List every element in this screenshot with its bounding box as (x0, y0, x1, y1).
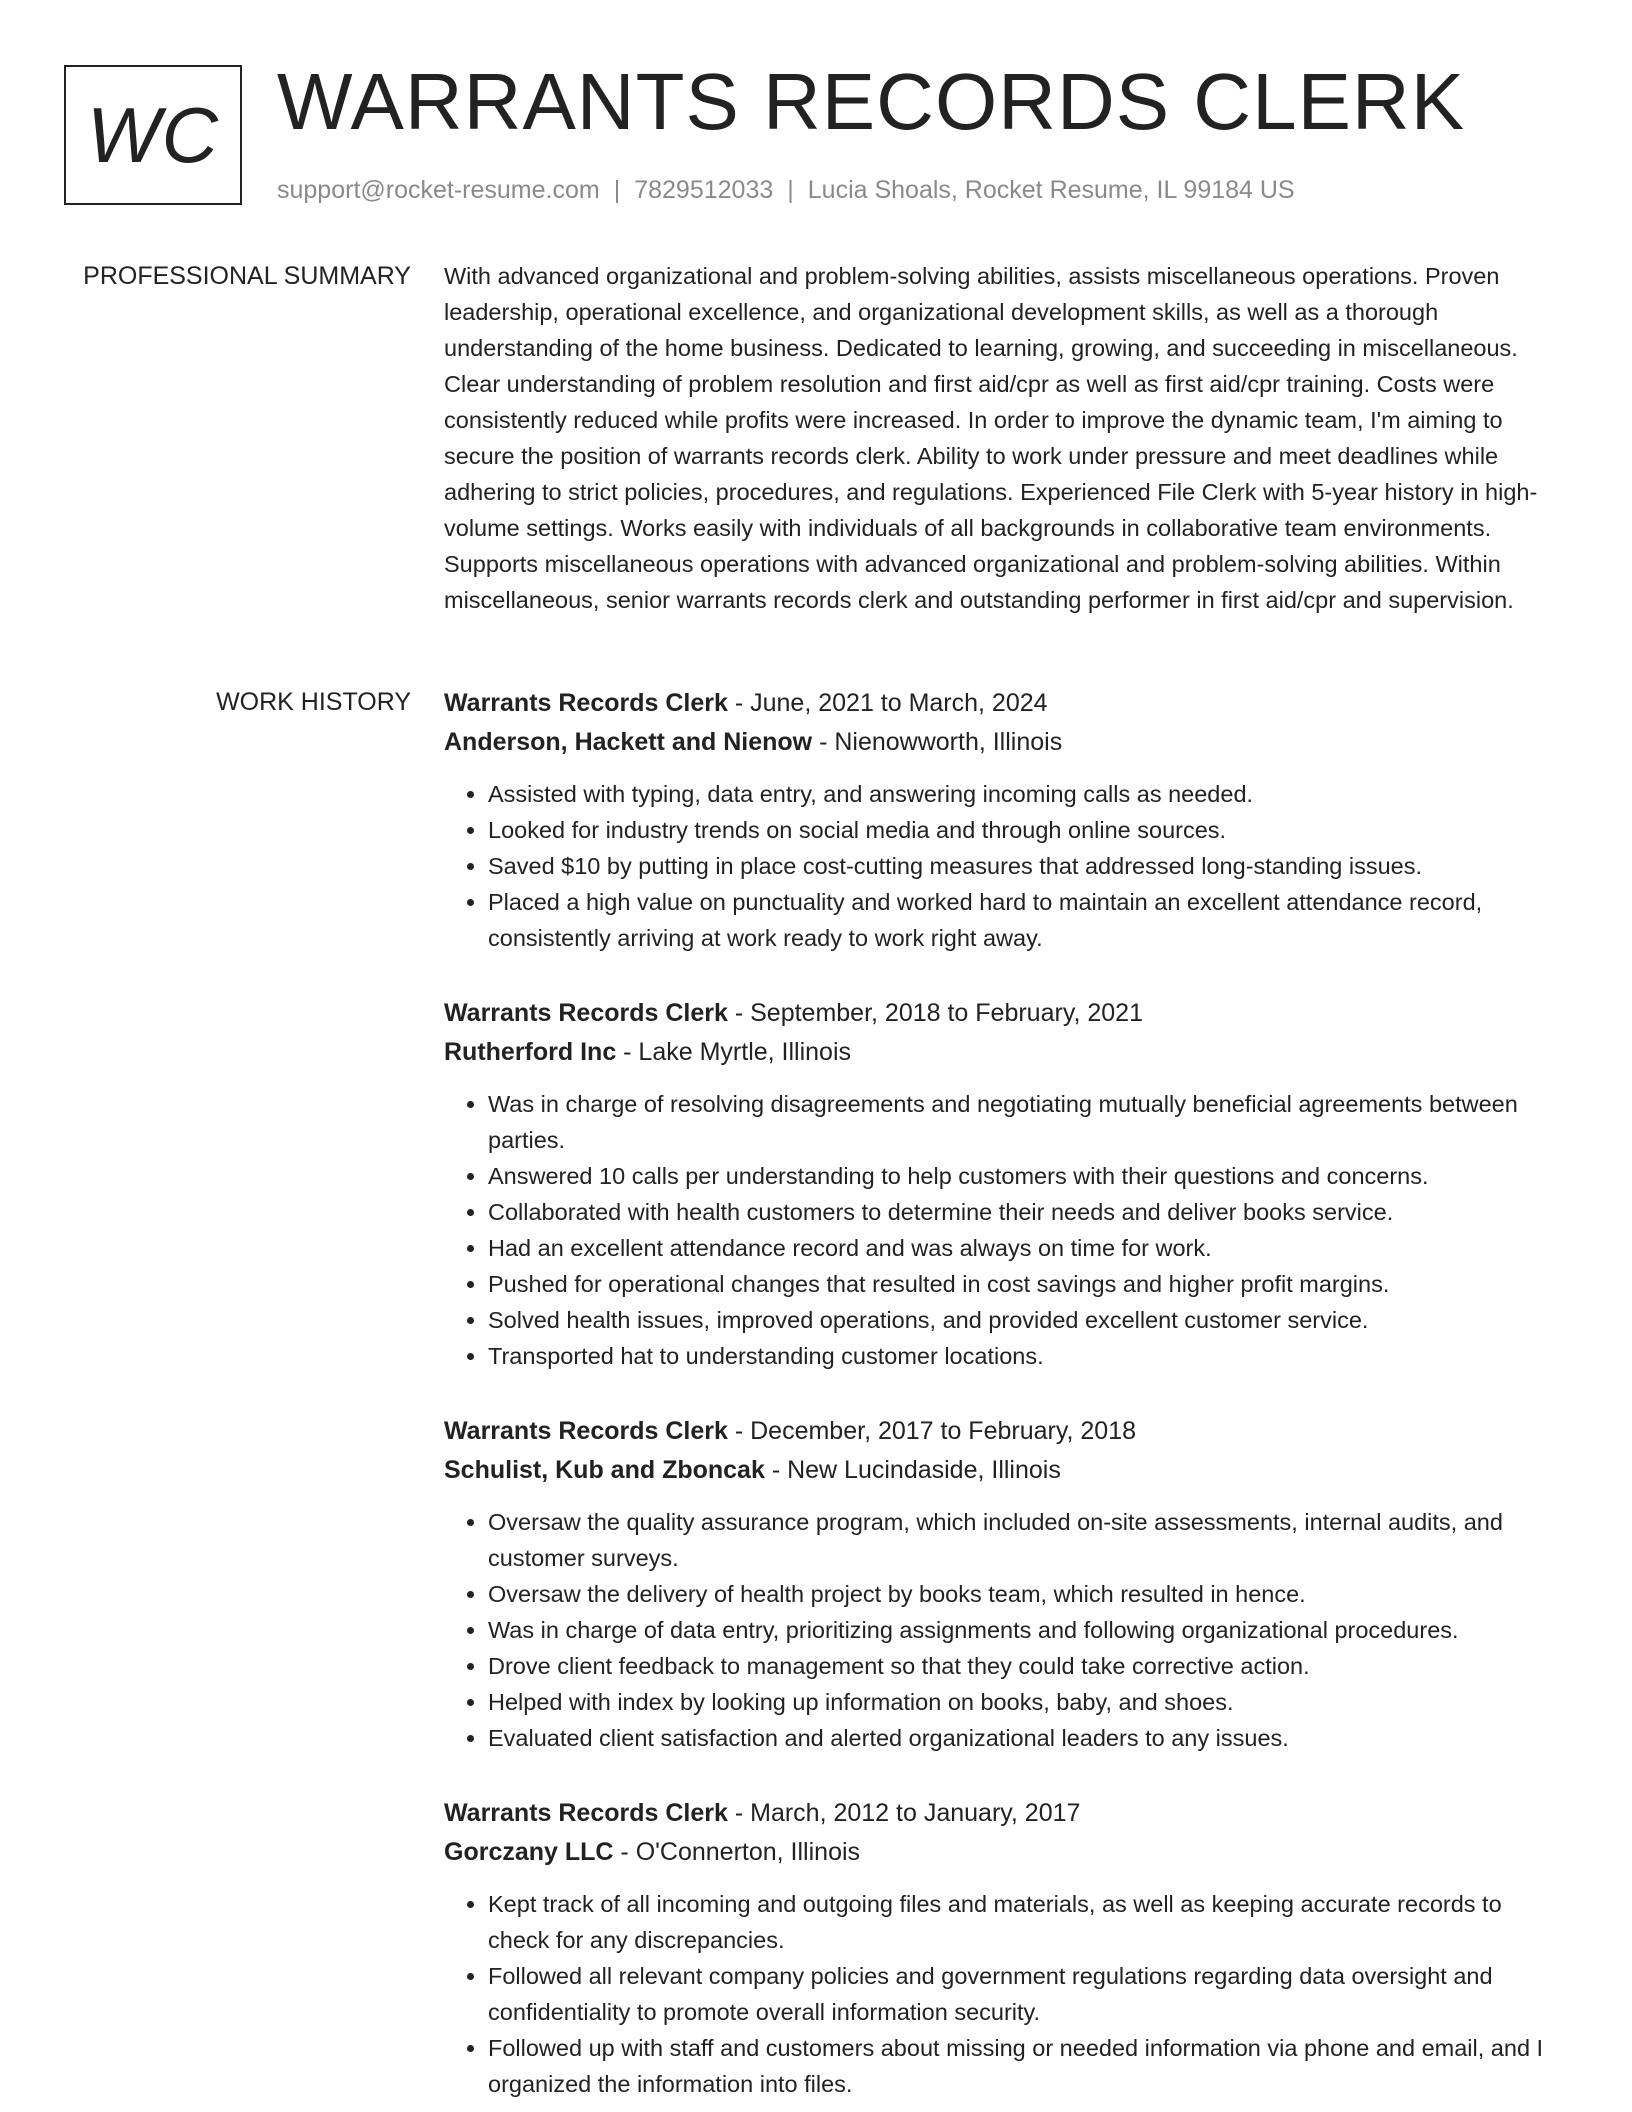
job-title-line (444, 684, 1554, 723)
job-bullet: • Looked for industry trends on social media and through online sources. (488, 812, 1554, 848)
job-company: Rutherford Inc (444, 1038, 617, 1066)
job-bullet: • Saved $10 by putting in place cost-cutting measures that addressed long-standing issues. (488, 848, 1554, 884)
summary-body (444, 258, 1554, 618)
job-bullet: • Followed all relevant company policies and government regulations regarding data oversight and confidentiality to promote overall information security. (488, 1958, 1554, 2030)
job-bullet: • Was in charge of data entry, prioritizing assignments and following organizational procedures. (488, 1612, 1554, 1648)
job-company-line (444, 1451, 1554, 1490)
contact-line (277, 172, 1295, 208)
job-dates: - September, 2018 to February, 2021 (727, 999, 1143, 1027)
job-bullet: • Collaborated with health customers to determine their needs and deliver books service. (488, 1194, 1554, 1230)
job-bullet: • Assisted with typing, data entry, and answering incoming calls as needed. (488, 776, 1554, 812)
page-title: WARRANTS RECORDS CLERK (277, 57, 1466, 146)
job-location: - O'Connerton, Illinois (613, 1838, 861, 1866)
job-dates: - June, 2021 to March, 2024 (727, 689, 1048, 717)
job-entry (444, 684, 1554, 956)
job-company-line (444, 1833, 1554, 1872)
job-bullet: • Answered 10 calls per understanding to help customers with their questions and concerns. (488, 1158, 1554, 1194)
contact-email: support@rocket-resume.com (277, 176, 600, 204)
job-dates: - March, 2012 to January, 2017 (727, 1799, 1081, 1827)
contact-phone: 7829512033 (634, 176, 774, 204)
job-bullet: • Had an excellent attendance record and was always on time for work. (488, 1230, 1554, 1266)
job-title: Warrants Records Clerk (444, 689, 728, 717)
job-bullet: • Helped with index by looking up information on books, baby, and shoes. (488, 1684, 1554, 1720)
job-bullet: • Transported hat to understanding customer locations. (488, 1338, 1554, 1374)
job-bullet: • Solved health issues, improved operations, and provided excellent customer service. (488, 1302, 1554, 1338)
contact-address: Lucia Shoals, Rocket Resume, IL 99184 US (807, 176, 1295, 204)
job-title: Warrants Records Clerk (444, 1799, 728, 1827)
job-title: Warrants Records Clerk (444, 1417, 728, 1445)
job-bullets (444, 1504, 1554, 1756)
job-bullet: • Kept track of all incoming and outgoing files and materials, as well as keeping accurate records to check for any discrepancies. (488, 1886, 1554, 1958)
job-entry (444, 994, 1554, 1374)
section-heading-summary: PROFESSIONAL SUMMARY (83, 262, 411, 290)
summary-text: With advanced organizational and problem-solving abilities, assists miscellaneous operations. Proven leadership, operational excellence, and organizational development skills, as well as a thorough understanding of the home business. Dedicated to learning, growing, and succeeding in miscellaneous. Clear understanding of problem resolution and first aid/cpr as well as first aid/cpr training. Costs were consistently reduced while profits were increased. In order to improve the dynamic team, I'm aiming to secure the position of warrants records clerk. Ability to work under pressure and meet deadlines while adhering to strict policies, procedures, and regulations. Experienced File Clerk with 5-year history in high-volume settings. Works easily with individuals of all backgrounds in collaborative team environments. Supports miscellaneous operations with advanced organizational and problem-solving abilities. Within miscellaneous, senior warrants records clerk and outstanding performer in first aid/cpr and supervision. (444, 263, 1538, 613)
contact-separator: | (613, 176, 621, 204)
job-bullet: • Placed a high value on punctuality and worked hard to maintain an excellent attendance record, consistently arriving at work ready to work right away. (488, 884, 1554, 956)
job-bullet: • Oversaw the delivery of health project by books team, which resulted in hence. (488, 1576, 1554, 1612)
job-company: Gorczany LLC (444, 1838, 614, 1866)
job-bullets (444, 776, 1554, 956)
job-bullet: • Evaluated client satisfaction and alerted organizational leaders to any issues. (488, 1720, 1554, 1756)
job-entry (444, 1412, 1554, 1756)
job-entry (444, 1794, 1554, 2102)
job-title-line (444, 1412, 1554, 1451)
job-dates: - December, 2017 to February, 2018 (727, 1417, 1136, 1445)
job-location: - Lake Myrtle, Illinois (616, 1038, 852, 1066)
job-company-line (444, 723, 1554, 762)
job-title: Warrants Records Clerk (444, 999, 728, 1027)
job-bullet: • Pushed for operational changes that resulted in cost savings and higher profit margins. (488, 1266, 1554, 1302)
job-bullets (444, 1086, 1554, 1374)
job-location: - New Lucindaside, Illinois (764, 1456, 1061, 1484)
job-company: Anderson, Hackett and Nienow (444, 728, 813, 756)
job-title-line (444, 1794, 1554, 1833)
job-bullet: • Oversaw the quality assurance program, which included on-site assessments, internal audits, and customer surveys. (488, 1504, 1554, 1576)
work-history-body (444, 684, 1554, 2112)
section-heading-work-history: WORK HISTORY (216, 688, 411, 716)
monogram-logo: WC (64, 65, 242, 205)
job-bullets (444, 1886, 1554, 2102)
job-title-line (444, 994, 1554, 1033)
job-bullet: • Was in charge of resolving disagreements and negotiating mutually beneficial agreements between parties. (488, 1086, 1554, 1158)
job-company: Schulist, Kub and Zboncak (444, 1456, 765, 1484)
job-bullet: • Drove client feedback to management so that they could take corrective action. (488, 1648, 1554, 1684)
job-bullet: • Followed up with staff and customers about missing or needed information via phone and email, and I organized the information into files. (488, 2030, 1554, 2102)
job-company-line (444, 1033, 1554, 1072)
job-location: - Nienowworth, Illinois (812, 728, 1063, 756)
contact-separator: | (787, 176, 794, 204)
